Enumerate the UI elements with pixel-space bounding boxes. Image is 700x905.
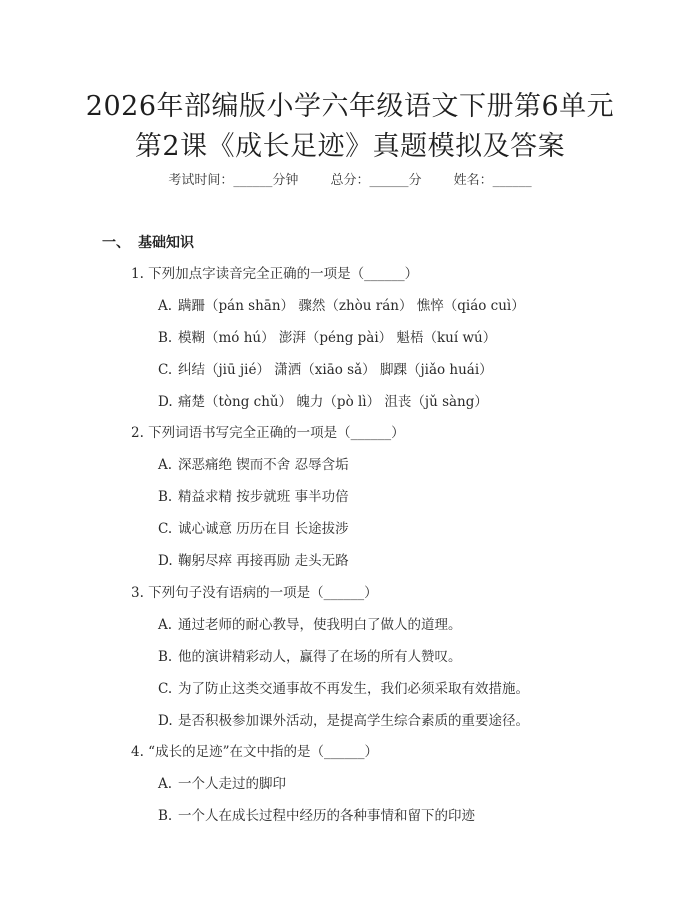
option-text: 蹒跚（pán shān） 骤然（zhòu rán） 憔悴（qiáo cuì） [178,298,525,314]
option-text: 深恶痛绝 锲而不舍 忍辱含垢 [178,457,349,473]
option-text: 诚心诚意 历历在目 长途拔涉 [178,521,349,537]
option-text: 他的演讲精彩动人，赢得了在场的所有人赞叹。 [178,649,462,665]
option-letter: B. [158,808,173,824]
option-text: 为了防止这类交通事故不再发生，我们必须采取有效措施。 [178,681,529,697]
option-letter: A. [158,457,173,473]
question-option [158,485,349,505]
question-stem: 1. 下列加点字读音完全正确的一项是（______） [131,266,419,282]
option-letter: B. [158,489,173,505]
question-stem: 3. 下列句子没有语病的一项是（______） [131,585,378,601]
option-text: 痛楚（tòng chǔ） 魄力（pò lì） 沮丧（jǔ sàng） [178,394,488,410]
question-option [158,549,349,569]
question-option [158,613,462,633]
option-letter: B. [158,649,173,665]
option-letter: B. [158,330,173,346]
question-option [158,645,462,665]
option-text: 一个人在成长过程中经历的各种事情和留下的印迹 [178,808,475,824]
section-number: 一、 [102,235,130,251]
option-letter: C. [158,681,173,697]
option-letter: D. [158,394,173,410]
question-stem: 4. “成长的足迹”在文中指的是（______） [131,744,378,760]
option-text: 鞠躬尽瘁 再接再励 走头无路 [178,553,349,569]
option-letter: D. [158,553,173,569]
document-title-line2: 第2课《成长足迹》真题模拟及答案 [134,131,566,162]
option-letter: A. [158,617,173,633]
option-letter: D. [158,713,173,729]
section-heading [102,232,194,252]
option-letter: A. [158,776,173,792]
total-score-field: 总分：______分 [330,173,422,188]
question-option [158,358,493,378]
document-title-line1: 2026年部编版小学六年级语文下册第6单元 [85,91,615,122]
option-text: 精益求精 按步就班 事半功倍 [178,489,349,505]
option-text: 纠结（jiū jié） 潇洒（xiāo sǎ） 脚踝（jiǎo huái） [178,362,493,378]
question-option [158,772,286,792]
option-text: 通过老师的耐心教导，使我明白了做人的道理。 [178,617,462,633]
option-text: 一个人走过的脚印 [178,776,286,792]
question-option [158,804,475,824]
question-option [158,517,349,537]
option-text: 模糊（mó hú） 澎湃（péng pài） 魁梧（kuí wú） [178,330,497,346]
option-letter: C. [158,362,173,378]
question-option [158,677,529,697]
question-option [158,390,488,410]
name-field: 姓名：______ [453,173,532,188]
section-title: 基础知识 [138,235,194,251]
exam-meta-line [0,169,700,188]
question-option [158,453,349,473]
question-option [158,326,496,346]
question-stem: 2. 下列词语书写完全正确的一项是（______） [131,425,405,441]
option-letter: A. [158,298,173,314]
option-text: 是否积极参加课外活动，是提高学生综合素质的重要途径。 [178,713,529,729]
exam-time-field: 考试时间：______分钟 [168,173,299,188]
option-letter: C. [158,521,173,537]
question-option [158,294,525,314]
question-option [158,709,529,729]
